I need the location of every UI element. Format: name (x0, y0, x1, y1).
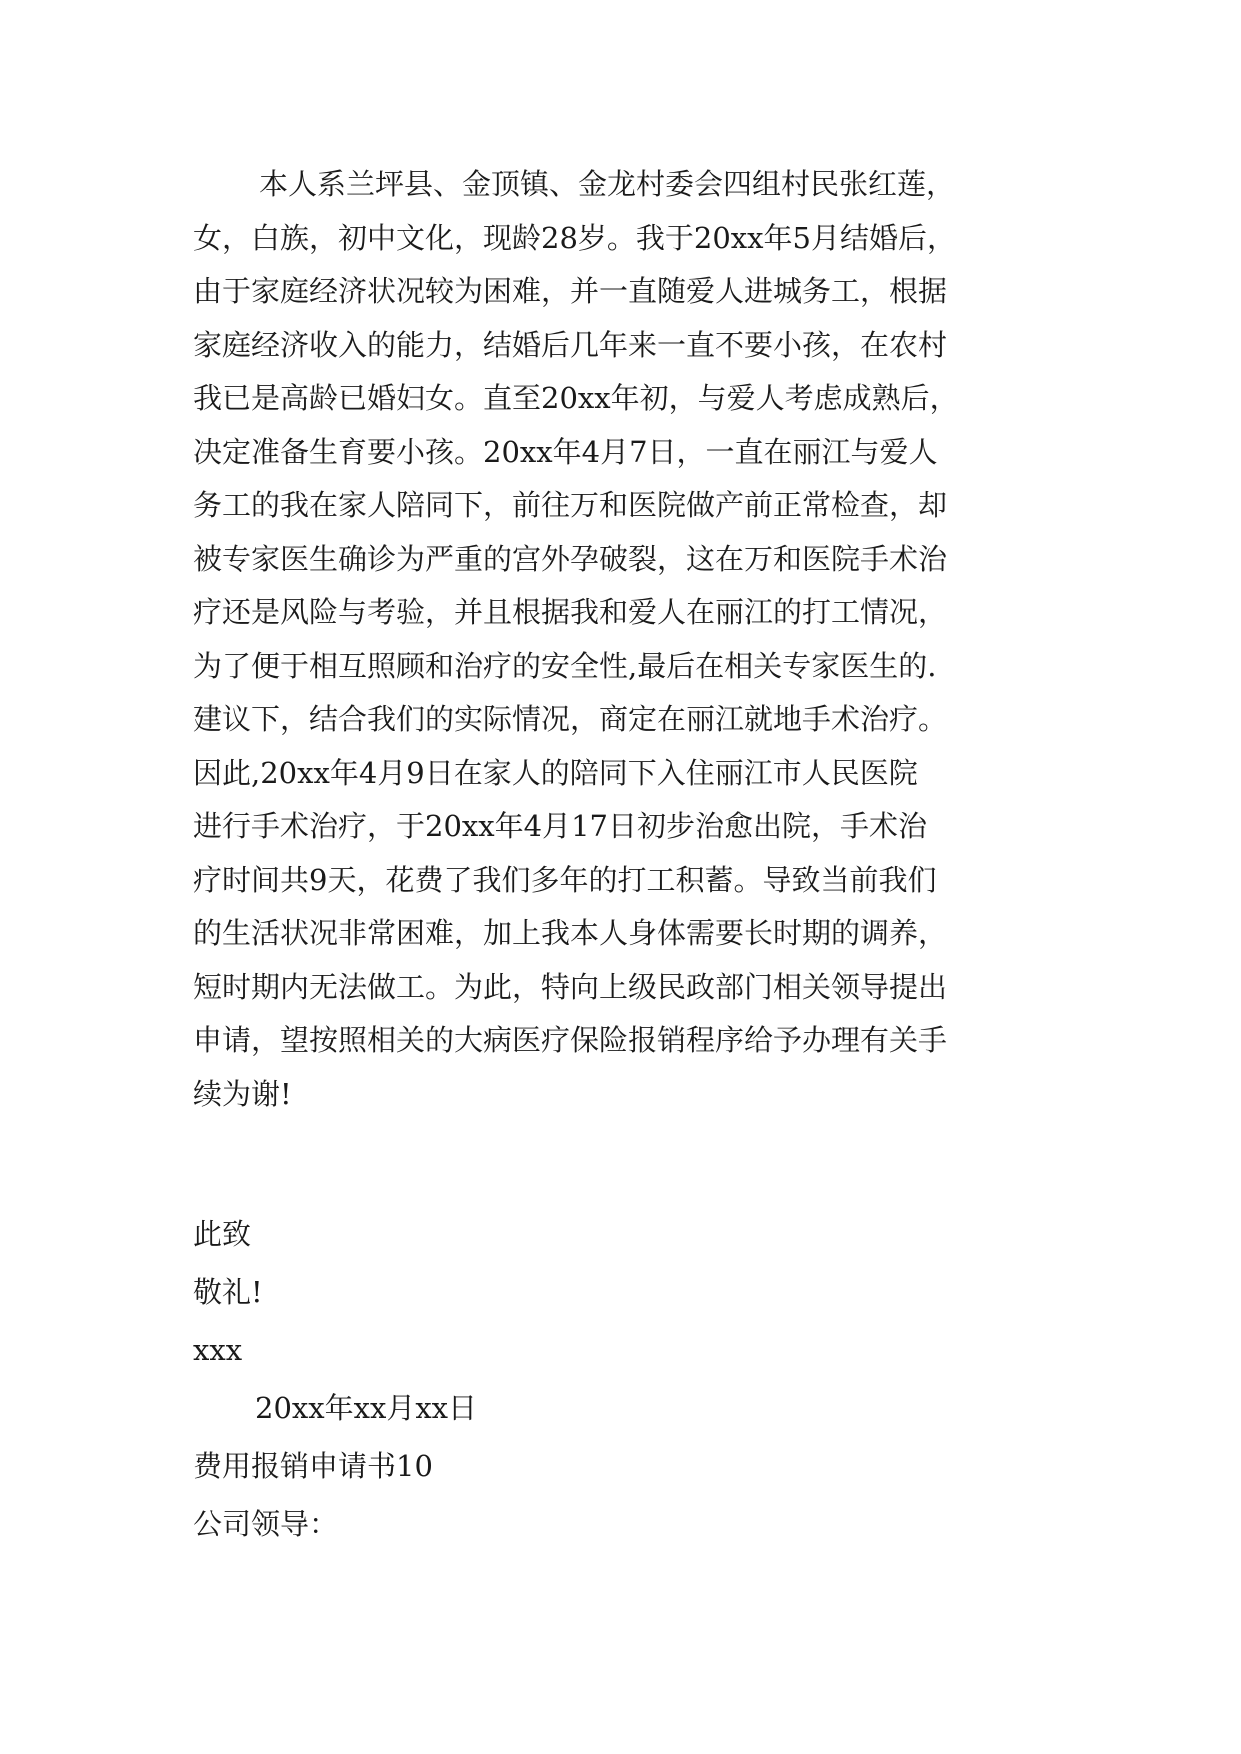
body-line: 的生活状况非常困难，加上我本人身体需要长时期的调养， (193, 916, 948, 950)
addressee-line: 公司领导： (193, 1507, 339, 1541)
signer-name: xxx (193, 1333, 243, 1367)
body-line: 女，白族，初中文化，现龄28岁。我于20xx年5月结婚后， (193, 220, 956, 255)
body-line: 短时期内无法做工。为此，特向上级民政部门相关领导提出 (193, 969, 948, 1004)
body-line: 申请，望按照相关的大病医疗保险报销程序给予办理有关手 (193, 1023, 948, 1057)
date-line: 20xx年xx月xx日 (255, 1391, 478, 1425)
section-title: 费用报销申请书10 (193, 1449, 433, 1483)
body-line: 家庭经济收入的能力，结婚后几年来一直不要小孩，在农村 (193, 327, 948, 362)
body-line: 续为谢! (193, 1076, 292, 1111)
body-line: 由于家庭经济状况较为困难，并一直随爱人进城务工，根据 (193, 274, 948, 308)
body-line: 被专家医生确诊为严重的宫外孕破裂，这在万和医院手术治 (193, 541, 948, 576)
body-line: 务工的我在家人陪同下，前往万和医院做产前正常检查，却 (193, 488, 948, 522)
body-line: 疗还是风险与考验，并且根据我和爱人在丽江的打工情况， (193, 595, 948, 629)
body-line: 本人系兰坪县、金顶镇、金龙村委会四组村民张红莲， (259, 167, 956, 201)
body-line: 为了便于相互照顾和治疗的安全性,最后在相关专家医生的. (193, 648, 937, 683)
salutation-line: 此致 (193, 1217, 252, 1251)
body-line: 疗时间共9天，花费了我们多年的打工积蓄。导致当前我们 (193, 862, 937, 897)
body-paragraph (193, 158, 1073, 1121)
body-line: 进行手术治疗，于20xx年4月17日初步治愈出院，手术治 (193, 809, 927, 843)
body-line: 因此,20xx年4月9日在家人的陪同下入住丽江市人民医院 (193, 755, 918, 790)
body-line: 决定准备生育要小孩。20xx年4月7日，一直在丽江与爱人 (193, 434, 938, 469)
body-line: 我已是高龄已婚妇女。直至20xx年初，与爱人考虑成熟后， (193, 381, 959, 415)
body-line: 建议下，结合我们的实际情况，商定在丽江就地手术治疗。 (193, 702, 948, 736)
regards-line: 敬礼! (193, 1275, 263, 1309)
